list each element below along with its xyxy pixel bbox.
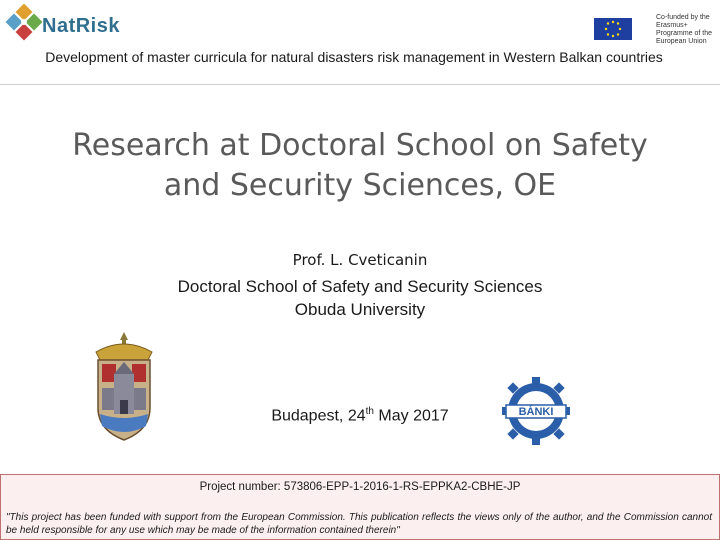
university-crest-icon — [88, 330, 160, 442]
natrisk-brand: NatRisk — [42, 15, 120, 37]
date-rest: May 2017 — [373, 407, 449, 425]
footer-panel — [0, 474, 720, 540]
affiliation-school: Doctoral School of Safety and Security Sciences — [177, 277, 543, 296]
author-name: Prof. L. Cveticanin — [292, 251, 428, 269]
affiliation — [60, 275, 660, 321]
eu-flag-icon — [594, 18, 632, 40]
page-title: Research at Doctoral School on Safety and Security Sciences, OE — [72, 128, 648, 203]
date-location — [200, 406, 520, 425]
project-number: Project number: 573806-EPP-1-2016-1-RS-EPPKA2-CBHE-JP — [199, 481, 521, 493]
svg-text:BÁNKI: BÁNKI — [518, 406, 554, 418]
natrisk-logo-icon — [4, 4, 44, 46]
natrisk-logo — [4, 4, 120, 46]
eu-cofunded-text: Co-funded by the Erasmus+ Programme of the European Union — [656, 14, 713, 45]
eu-erasmus-logo — [594, 14, 718, 45]
header-divider — [0, 84, 720, 85]
date-prefix: Budapest, 24 — [271, 407, 366, 425]
project-header: Development of master curricula for natural disasters risk management in Western Balkan countries — [45, 49, 663, 65]
funding-disclaimer: "This project has been funded with support from the European Commission. This publication reflects the views only of the author, and the Commission cannot be held responsible for any use which may be made of the information contained therein" — [6, 512, 712, 536]
date-ordinal: th — [365, 406, 374, 417]
affiliation-university: Obuda University — [294, 300, 426, 319]
banki-gear-logo-icon — [500, 376, 572, 446]
